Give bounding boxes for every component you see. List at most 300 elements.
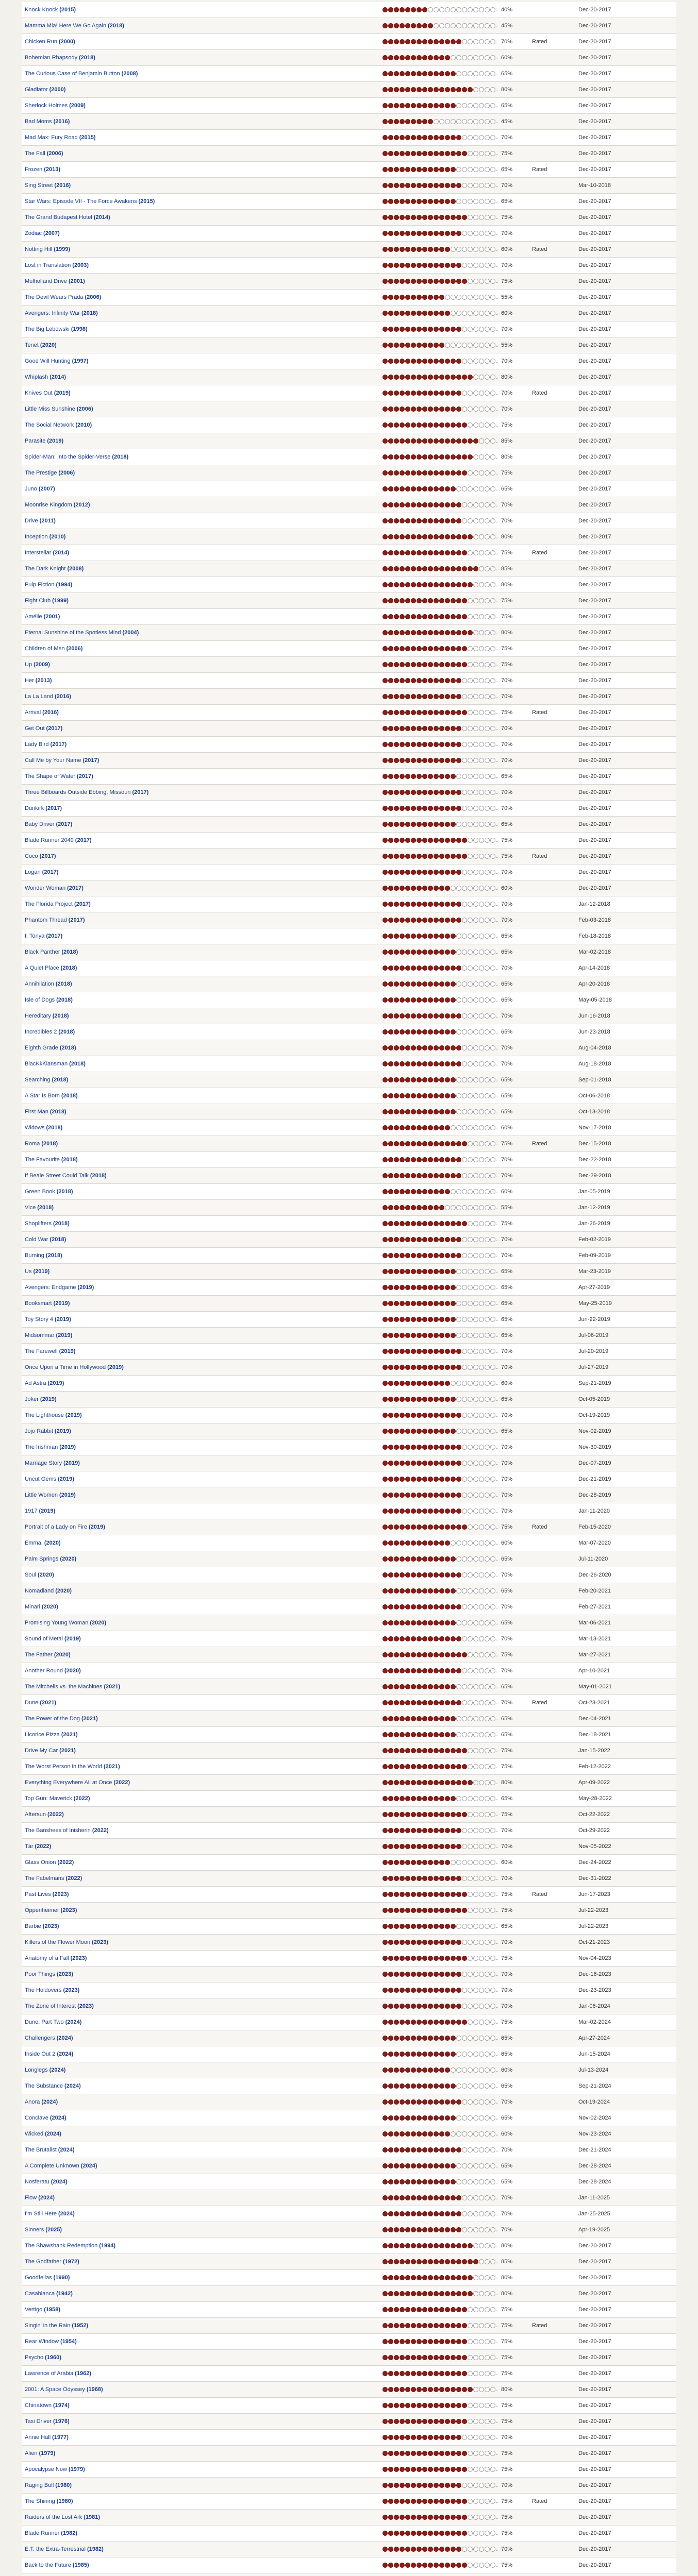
star-empty-icon[interactable]	[456, 2179, 461, 2184]
star-filled-icon[interactable]	[462, 1892, 467, 1897]
star-filled-icon[interactable]	[428, 39, 433, 44]
star-empty-icon[interactable]	[490, 2147, 495, 2153]
star-filled-icon[interactable]	[434, 806, 439, 811]
star-filled-icon[interactable]	[383, 1796, 388, 1801]
star-filled-icon[interactable]	[417, 87, 422, 92]
star-filled-icon[interactable]	[417, 231, 422, 236]
star-filled-icon[interactable]	[388, 1892, 393, 1897]
star-filled-icon[interactable]	[383, 1700, 388, 1705]
star-filled-icon[interactable]	[445, 582, 450, 587]
star-filled-icon[interactable]	[394, 2467, 399, 2472]
star-filled-icon[interactable]	[394, 406, 399, 412]
movie-title-link[interactable]: Avengers: Endgame	[25, 1284, 76, 1291]
star-filled-icon[interactable]	[405, 1061, 410, 1066]
star-empty-icon[interactable]	[490, 391, 495, 396]
star-empty-icon[interactable]	[445, 295, 450, 300]
star-empty-icon[interactable]	[490, 518, 495, 523]
star-filled-icon[interactable]	[439, 918, 444, 923]
star-empty-icon[interactable]	[473, 486, 478, 492]
star-filled-icon[interactable]	[456, 2499, 461, 2504]
star-filled-icon[interactable]	[394, 422, 399, 428]
movie-title-link[interactable]: Goodfellas	[25, 2275, 52, 2281]
movie-title-link[interactable]: Little Miss Sunshine	[25, 406, 75, 412]
star-filled-icon[interactable]	[383, 39, 388, 44]
star-filled-icon[interactable]	[428, 1668, 433, 1673]
star-empty-icon[interactable]	[479, 1253, 484, 1258]
star-filled-icon[interactable]	[388, 1652, 393, 1657]
star-filled-icon[interactable]	[388, 1333, 393, 1338]
star-filled-icon[interactable]	[451, 1988, 456, 1993]
star-filled-icon[interactable]	[417, 1572, 422, 1578]
star-empty-icon[interactable]	[485, 981, 490, 987]
star-filled-icon[interactable]	[411, 470, 416, 476]
star-filled-icon[interactable]	[468, 630, 473, 635]
star-filled-icon[interactable]	[434, 71, 439, 76]
star-empty-icon[interactable]	[473, 1429, 478, 1434]
movie-title-link[interactable]: Raging Bull	[25, 2482, 54, 2488]
star-filled-icon[interactable]	[428, 263, 433, 268]
star-filled-icon[interactable]	[428, 1764, 433, 1769]
star-filled-icon[interactable]	[417, 1221, 422, 1226]
star-empty-icon[interactable]	[456, 950, 461, 955]
star-filled-icon[interactable]	[428, 71, 433, 76]
star-filled-icon[interactable]	[462, 854, 467, 859]
star-filled-icon[interactable]	[383, 2004, 388, 2009]
star-filled-icon[interactable]	[456, 2355, 461, 2360]
star-filled-icon[interactable]	[428, 454, 433, 460]
star-empty-icon[interactable]	[462, 822, 467, 827]
star-empty-icon[interactable]	[490, 694, 495, 699]
star-empty-icon[interactable]	[479, 343, 484, 348]
star-filled-icon[interactable]	[383, 1972, 388, 1977]
star-filled-icon[interactable]	[439, 199, 444, 204]
star-filled-icon[interactable]	[451, 1397, 456, 1402]
star-filled-icon[interactable]	[445, 1381, 450, 1386]
star-filled-icon[interactable]	[434, 1477, 439, 1482]
star-filled-icon[interactable]	[394, 806, 399, 811]
star-filled-icon[interactable]	[434, 550, 439, 555]
star-filled-icon[interactable]	[456, 1253, 461, 1258]
star-filled-icon[interactable]	[456, 406, 461, 412]
star-empty-icon[interactable]	[468, 2211, 473, 2216]
star-empty-icon[interactable]	[473, 1892, 478, 1897]
star-filled-icon[interactable]	[422, 838, 427, 843]
star-filled-icon[interactable]	[383, 1572, 388, 1578]
star-filled-icon[interactable]	[439, 327, 444, 332]
star-filled-icon[interactable]	[388, 950, 393, 955]
star-filled-icon[interactable]	[417, 135, 422, 140]
star-filled-icon[interactable]	[394, 2259, 399, 2264]
star-filled-icon[interactable]	[417, 470, 422, 476]
star-empty-icon[interactable]	[490, 614, 495, 619]
star-empty-icon[interactable]	[479, 231, 484, 236]
star-filled-icon[interactable]	[462, 2243, 467, 2248]
star-empty-icon[interactable]	[479, 1844, 484, 1849]
star-filled-icon[interactable]	[400, 167, 405, 172]
star-empty-icon[interactable]	[473, 742, 478, 747]
star-filled-icon[interactable]	[428, 1652, 433, 1657]
star-filled-icon[interactable]	[400, 1684, 405, 1689]
movie-title-link[interactable]: The Shape of Water	[25, 773, 76, 779]
star-filled-icon[interactable]	[451, 1812, 456, 1817]
star-filled-icon[interactable]	[400, 151, 405, 156]
star-empty-icon[interactable]	[445, 1205, 450, 1210]
star-filled-icon[interactable]	[383, 2115, 388, 2121]
star-filled-icon[interactable]	[411, 1365, 416, 1370]
star-empty-icon[interactable]	[490, 2163, 495, 2168]
star-empty-icon[interactable]	[479, 1780, 484, 1785]
star-filled-icon[interactable]	[434, 1940, 439, 1945]
star-filled-icon[interactable]	[417, 2547, 422, 2552]
star-filled-icon[interactable]	[388, 1940, 393, 1945]
star-filled-icon[interactable]	[445, 1333, 450, 1338]
star-filled-icon[interactable]	[388, 135, 393, 140]
star-filled-icon[interactable]	[400, 1924, 405, 1929]
star-filled-icon[interactable]	[422, 1924, 427, 1929]
star-filled-icon[interactable]	[383, 2499, 388, 2504]
star-empty-icon[interactable]	[479, 662, 484, 667]
star-filled-icon[interactable]	[422, 2099, 427, 2105]
star-empty-icon[interactable]	[456, 119, 461, 124]
star-filled-icon[interactable]	[422, 1349, 427, 1354]
star-empty-icon[interactable]	[473, 183, 478, 188]
star-filled-icon[interactable]	[400, 1077, 405, 1082]
star-filled-icon[interactable]	[394, 1237, 399, 1242]
star-filled-icon[interactable]	[428, 678, 433, 683]
star-empty-icon[interactable]	[468, 2115, 473, 2121]
star-filled-icon[interactable]	[400, 454, 405, 460]
star-filled-icon[interactable]	[394, 710, 399, 715]
star-filled-icon[interactable]	[400, 406, 405, 412]
star-filled-icon[interactable]	[456, 279, 461, 284]
star-filled-icon[interactable]	[456, 2403, 461, 2408]
star-filled-icon[interactable]	[456, 710, 461, 715]
star-empty-icon[interactable]	[490, 2307, 495, 2312]
star-empty-icon[interactable]	[473, 1509, 478, 1514]
star-filled-icon[interactable]	[422, 662, 427, 667]
star-filled-icon[interactable]	[439, 2195, 444, 2200]
star-filled-icon[interactable]	[428, 774, 433, 779]
star-filled-icon[interactable]	[422, 502, 427, 507]
star-filled-icon[interactable]	[428, 1908, 433, 1913]
star-filled-icon[interactable]	[405, 1445, 410, 1450]
star-empty-icon[interactable]	[473, 2052, 478, 2057]
star-rating[interactable]	[383, 885, 496, 892]
star-filled-icon[interactable]	[456, 2020, 461, 2025]
star-filled-icon[interactable]	[428, 2547, 433, 2552]
star-empty-icon[interactable]	[468, 2020, 473, 2025]
star-filled-icon[interactable]	[428, 502, 433, 507]
star-rating[interactable]	[383, 2338, 496, 2345]
star-empty-icon[interactable]	[479, 391, 484, 396]
star-filled-icon[interactable]	[394, 1093, 399, 1098]
star-filled-icon[interactable]	[445, 822, 450, 827]
star-filled-icon[interactable]	[388, 1157, 393, 1162]
star-filled-icon[interactable]	[445, 2467, 450, 2472]
star-rating[interactable]	[383, 246, 496, 253]
star-filled-icon[interactable]	[422, 1780, 427, 1785]
star-filled-icon[interactable]	[456, 2563, 461, 2568]
star-filled-icon[interactable]	[422, 1956, 427, 1961]
star-empty-icon[interactable]	[490, 39, 495, 44]
star-empty-icon[interactable]	[490, 2259, 495, 2264]
star-empty-icon[interactable]	[451, 1540, 456, 1546]
star-filled-icon[interactable]	[400, 1636, 405, 1641]
star-filled-icon[interactable]	[394, 2531, 399, 2536]
star-filled-icon[interactable]	[405, 247, 410, 252]
star-filled-icon[interactable]	[456, 438, 461, 444]
star-empty-icon[interactable]	[479, 1748, 484, 1753]
star-empty-icon[interactable]	[490, 2323, 495, 2328]
star-filled-icon[interactable]	[445, 2020, 450, 2025]
star-filled-icon[interactable]	[417, 1972, 422, 1977]
star-filled-icon[interactable]	[439, 1045, 444, 1050]
star-filled-icon[interactable]	[394, 1988, 399, 1993]
star-empty-icon[interactable]	[485, 1461, 490, 1466]
star-empty-icon[interactable]	[490, 359, 495, 364]
star-empty-icon[interactable]	[479, 1125, 484, 1130]
movie-title-link[interactable]: Amélie	[25, 614, 42, 620]
star-filled-icon[interactable]	[411, 1940, 416, 1945]
star-filled-icon[interactable]	[394, 2211, 399, 2216]
star-filled-icon[interactable]	[434, 359, 439, 364]
star-rating[interactable]	[383, 1076, 496, 1083]
star-empty-icon[interactable]	[468, 135, 473, 140]
star-filled-icon[interactable]	[434, 1269, 439, 1274]
star-filled-icon[interactable]	[405, 1253, 410, 1258]
star-filled-icon[interactable]	[439, 406, 444, 412]
star-filled-icon[interactable]	[383, 1381, 388, 1386]
star-filled-icon[interactable]	[383, 247, 388, 252]
star-filled-icon[interactable]	[428, 406, 433, 412]
star-filled-icon[interactable]	[388, 518, 393, 523]
star-filled-icon[interactable]	[411, 2179, 416, 2184]
star-filled-icon[interactable]	[445, 2435, 450, 2440]
star-filled-icon[interactable]	[422, 1860, 427, 1865]
star-empty-icon[interactable]	[456, 1301, 461, 1306]
star-filled-icon[interactable]	[400, 1429, 405, 1434]
movie-title-link[interactable]: Booksmart	[25, 1300, 52, 1307]
star-empty-icon[interactable]	[479, 1716, 484, 1721]
star-filled-icon[interactable]	[445, 630, 450, 635]
star-filled-icon[interactable]	[456, 2371, 461, 2376]
movie-title-link[interactable]: Ad Astra	[25, 1380, 46, 1386]
star-empty-icon[interactable]	[485, 2147, 490, 2153]
star-filled-icon[interactable]	[422, 119, 427, 124]
star-filled-icon[interactable]	[428, 470, 433, 476]
star-filled-icon[interactable]	[445, 1716, 450, 1721]
star-rating[interactable]	[383, 581, 496, 588]
star-empty-icon[interactable]	[468, 726, 473, 731]
star-empty-icon[interactable]	[473, 231, 478, 236]
star-filled-icon[interactable]	[405, 886, 410, 891]
star-filled-icon[interactable]	[405, 1988, 410, 1993]
star-empty-icon[interactable]	[468, 2147, 473, 2153]
star-filled-icon[interactable]	[451, 630, 456, 635]
star-filled-icon[interactable]	[411, 311, 416, 316]
star-filled-icon[interactable]	[451, 327, 456, 332]
star-filled-icon[interactable]	[411, 2083, 416, 2089]
star-filled-icon[interactable]	[417, 1844, 422, 1849]
star-filled-icon[interactable]	[422, 2435, 427, 2440]
star-empty-icon[interactable]	[490, 1572, 495, 1578]
star-filled-icon[interactable]	[439, 167, 444, 172]
star-empty-icon[interactable]	[485, 1700, 490, 1705]
star-filled-icon[interactable]	[434, 2547, 439, 2552]
star-filled-icon[interactable]	[411, 1540, 416, 1546]
movie-title-link[interactable]: Conclave	[25, 2115, 48, 2121]
star-filled-icon[interactable]	[445, 263, 450, 268]
star-filled-icon[interactable]	[405, 1796, 410, 1801]
star-filled-icon[interactable]	[428, 2371, 433, 2376]
star-filled-icon[interactable]	[422, 454, 427, 460]
star-filled-icon[interactable]	[388, 1093, 393, 1098]
star-filled-icon[interactable]	[383, 1876, 388, 1881]
star-filled-icon[interactable]	[388, 470, 393, 476]
star-empty-icon[interactable]	[445, 343, 450, 348]
star-empty-icon[interactable]	[485, 1029, 490, 1035]
star-filled-icon[interactable]	[405, 1668, 410, 1673]
star-filled-icon[interactable]	[383, 582, 388, 587]
star-filled-icon[interactable]	[405, 263, 410, 268]
star-empty-icon[interactable]	[473, 822, 478, 827]
star-filled-icon[interactable]	[394, 1716, 399, 1721]
star-filled-icon[interactable]	[439, 566, 444, 571]
star-filled-icon[interactable]	[462, 151, 467, 156]
star-empty-icon[interactable]	[485, 2067, 490, 2073]
star-rating[interactable]	[383, 2130, 496, 2138]
star-filled-icon[interactable]	[422, 375, 427, 380]
star-filled-icon[interactable]	[422, 1540, 427, 1546]
star-filled-icon[interactable]	[422, 2179, 427, 2184]
star-filled-icon[interactable]	[405, 1109, 410, 1114]
star-filled-icon[interactable]	[445, 2323, 450, 2328]
movie-title-link[interactable]: Raiders of the Lost Ark	[25, 2514, 82, 2520]
star-filled-icon[interactable]	[383, 438, 388, 444]
star-empty-icon[interactable]	[462, 2052, 467, 2057]
star-filled-icon[interactable]	[428, 1828, 433, 1833]
star-filled-icon[interactable]	[388, 391, 393, 396]
star-empty-icon[interactable]	[479, 870, 484, 875]
star-filled-icon[interactable]	[400, 375, 405, 380]
star-filled-icon[interactable]	[422, 1844, 427, 1849]
star-empty-icon[interactable]	[479, 2563, 484, 2568]
star-empty-icon[interactable]	[468, 422, 473, 428]
star-filled-icon[interactable]	[428, 422, 433, 428]
star-filled-icon[interactable]	[417, 726, 422, 731]
star-filled-icon[interactable]	[428, 902, 433, 907]
star-filled-icon[interactable]	[434, 1013, 439, 1019]
movie-title-link[interactable]: Lost in Translation	[25, 262, 71, 268]
star-empty-icon[interactable]	[473, 1317, 478, 1322]
movie-title-link[interactable]: Glass Onion	[25, 1859, 56, 1866]
star-filled-icon[interactable]	[445, 758, 450, 763]
star-empty-icon[interactable]	[462, 55, 467, 60]
star-filled-icon[interactable]	[428, 183, 433, 188]
movie-title-link[interactable]: A Quiet Place	[25, 965, 59, 971]
star-filled-icon[interactable]	[451, 1620, 456, 1625]
star-filled-icon[interactable]	[411, 183, 416, 188]
star-filled-icon[interactable]	[439, 1269, 444, 1274]
star-filled-icon[interactable]	[383, 55, 388, 60]
star-rating[interactable]	[383, 1763, 496, 1770]
star-filled-icon[interactable]	[439, 1924, 444, 1929]
star-empty-icon[interactable]	[490, 231, 495, 236]
star-empty-icon[interactable]	[490, 502, 495, 507]
star-empty-icon[interactable]	[485, 2419, 490, 2424]
movie-title-link[interactable]: Promising Young Woman	[25, 1620, 89, 1626]
star-empty-icon[interactable]	[456, 103, 461, 108]
star-empty-icon[interactable]	[462, 2163, 467, 2168]
star-filled-icon[interactable]	[428, 1381, 433, 1386]
star-filled-icon[interactable]	[405, 582, 410, 587]
star-filled-icon[interactable]	[451, 1173, 456, 1178]
star-filled-icon[interactable]	[422, 2163, 427, 2168]
star-filled-icon[interactable]	[411, 806, 416, 811]
star-filled-icon[interactable]	[411, 103, 416, 108]
star-filled-icon[interactable]	[445, 1029, 450, 1035]
star-filled-icon[interactable]	[383, 1716, 388, 1721]
star-empty-icon[interactable]	[462, 742, 467, 747]
star-filled-icon[interactable]	[388, 1077, 393, 1082]
star-filled-icon[interactable]	[394, 2435, 399, 2440]
star-empty-icon[interactable]	[462, 694, 467, 699]
star-filled-icon[interactable]	[445, 2275, 450, 2280]
star-filled-icon[interactable]	[388, 2020, 393, 2025]
star-empty-icon[interactable]	[479, 678, 484, 683]
star-empty-icon[interactable]	[485, 263, 490, 268]
star-empty-icon[interactable]	[490, 422, 495, 428]
star-filled-icon[interactable]	[383, 981, 388, 987]
star-filled-icon[interactable]	[422, 135, 427, 140]
star-filled-icon[interactable]	[439, 965, 444, 971]
star-filled-icon[interactable]	[417, 391, 422, 396]
star-filled-icon[interactable]	[411, 1077, 416, 1082]
star-filled-icon[interactable]	[456, 965, 461, 971]
star-rating[interactable]	[383, 1555, 496, 1563]
star-empty-icon[interactable]	[462, 1301, 467, 1306]
star-filled-icon[interactable]	[451, 1509, 456, 1514]
movie-title-link[interactable]: Chicken Run	[25, 39, 57, 45]
star-filled-icon[interactable]	[422, 566, 427, 571]
star-filled-icon[interactable]	[417, 1077, 422, 1082]
star-empty-icon[interactable]	[473, 1125, 478, 1130]
star-rating[interactable]	[383, 629, 496, 636]
star-filled-icon[interactable]	[417, 1365, 422, 1370]
star-empty-icon[interactable]	[485, 774, 490, 779]
star-filled-icon[interactable]	[388, 550, 393, 555]
star-filled-icon[interactable]	[383, 838, 388, 843]
star-filled-icon[interactable]	[417, 1429, 422, 1434]
star-filled-icon[interactable]	[388, 2419, 393, 2424]
star-filled-icon[interactable]	[411, 1972, 416, 1977]
star-empty-icon[interactable]	[462, 1700, 467, 1705]
star-filled-icon[interactable]	[411, 2531, 416, 2536]
star-filled-icon[interactable]	[417, 1461, 422, 1466]
star-filled-icon[interactable]	[394, 1221, 399, 1226]
star-filled-icon[interactable]	[428, 1620, 433, 1625]
star-empty-icon[interactable]	[479, 1588, 484, 1594]
star-filled-icon[interactable]	[439, 870, 444, 875]
star-filled-icon[interactable]	[394, 902, 399, 907]
star-rating[interactable]	[383, 358, 496, 365]
movie-title-link[interactable]: E.T. the Extra-Terrestrial	[25, 2546, 86, 2552]
star-filled-icon[interactable]	[405, 902, 410, 907]
star-empty-icon[interactable]	[485, 359, 490, 364]
star-filled-icon[interactable]	[394, 2307, 399, 2312]
star-empty-icon[interactable]	[473, 2307, 478, 2312]
star-filled-icon[interactable]	[417, 774, 422, 779]
